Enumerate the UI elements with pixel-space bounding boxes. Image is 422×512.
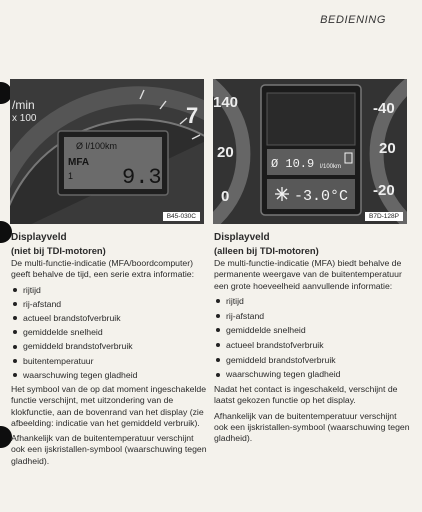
snowflake-icon [275,187,289,201]
list-item: waarschuwing tegen gladheid [214,367,410,382]
section-header: BEDIENING [320,14,386,26]
right-paragraph-2: Afhankelijk van de buitentemperatuur verschijnt ook een ijskristallen-symbool (waarschuwing tegen gladheid). [214,410,410,444]
right-feature-list [214,294,410,382]
bullet-icon [13,345,17,349]
bullet-icon [216,343,220,347]
left-column [11,232,207,467]
consumption-value: Ø 10.9 [271,157,315,171]
bullet-icon [216,314,220,318]
list-item: gemiddelde snelheid [214,323,410,338]
right-title: Displayveld [214,232,270,243]
list-item: waarschuwing tegen gladheid [11,368,207,382]
display-value: 9.3 [122,165,162,190]
list-item: actueel brandstofverbruik [214,338,410,353]
list-item: gemiddelde snelheid [11,325,207,339]
figure-tdi-display [213,79,407,224]
display-mode-number: 1 [68,171,74,181]
right-intro: De multi-functie-indicatie (MFA) biedt behalve de permanente weergave van de buitentemperatuur een grote hoeveelheid aanvullende informatie: [214,258,402,291]
bullet-icon [13,373,17,377]
consumption-unit: l/100km [320,164,342,170]
display-mode: MFA [68,157,90,168]
left-scale-140: 140 [213,94,239,111]
figure-code: B7D-128P [365,212,403,221]
list-item: actueel brandstofverbruik [11,311,207,325]
right-column [214,232,410,445]
left-paragraph-2: Afhankelijk van de buitentemperatuur verschijnt ook een ijskristallen-symbool (waarschuwing tegen gladheid). [11,433,207,466]
bullet-icon [216,299,220,303]
bullet-icon [216,358,220,362]
list-item: gemiddeld brandstofverbruik [214,353,410,368]
bullet-icon [13,302,17,306]
left-title: Displayveld [11,232,67,243]
right-scale-minus40: -40 [373,100,395,117]
list-item: rij-afstand [11,297,207,311]
rpm-unit: /min [12,98,35,112]
tdi-display-illustration [213,79,407,224]
left-subtitle: (niet bij TDI-motoren) [11,245,106,256]
rpm-tick-label: 7 [186,103,199,128]
bullet-icon [13,359,17,363]
rpm-multiplier: x 100 [12,113,37,124]
cluster-illustration [10,79,204,224]
list-item: rijtijd [214,294,410,309]
bullet-icon [13,330,17,334]
list-item: rij-afstand [214,309,410,324]
left-scale-0: 0 [221,188,230,205]
right-scale-minus20: -20 [373,182,395,199]
figure-instrument-cluster [10,79,204,224]
bullet-icon [216,373,220,377]
display-unit: Ø l/100km [76,141,118,151]
right-scale-20: 20 [379,140,396,157]
list-item: rijtijd [11,283,207,297]
left-intro: De multi-functie-indicatie (MFA/boordcomputer) geeft behalve de tijd, een serie extra informatie: [11,258,195,280]
list-item: buitentemperatuur [11,354,207,368]
bullet-icon [216,328,220,332]
bullet-icon [13,316,17,320]
temperature-value: -3.0°C [294,188,349,205]
left-scale-20: 20 [217,144,234,161]
list-item: gemiddeld brandstofverbruik [11,339,207,353]
figure-code: B45-030C [163,212,200,221]
right-subtitle: (alleen bij TDI-motoren) [214,245,319,256]
right-paragraph-1: Nadat het contact is ingeschakeld, verschijnt de laatst gekozen functie op het display. [214,384,398,406]
bullet-icon [13,288,17,292]
left-feature-list [11,283,207,382]
left-paragraph-1: Het symbool van de op dat moment ingeschakelde functie verschijnt, met uitzondering van de klokfunctie, aan de bovenrand van het display (zie afbeelding: indicatie van het gemiddeld verbruik). [11,383,207,428]
